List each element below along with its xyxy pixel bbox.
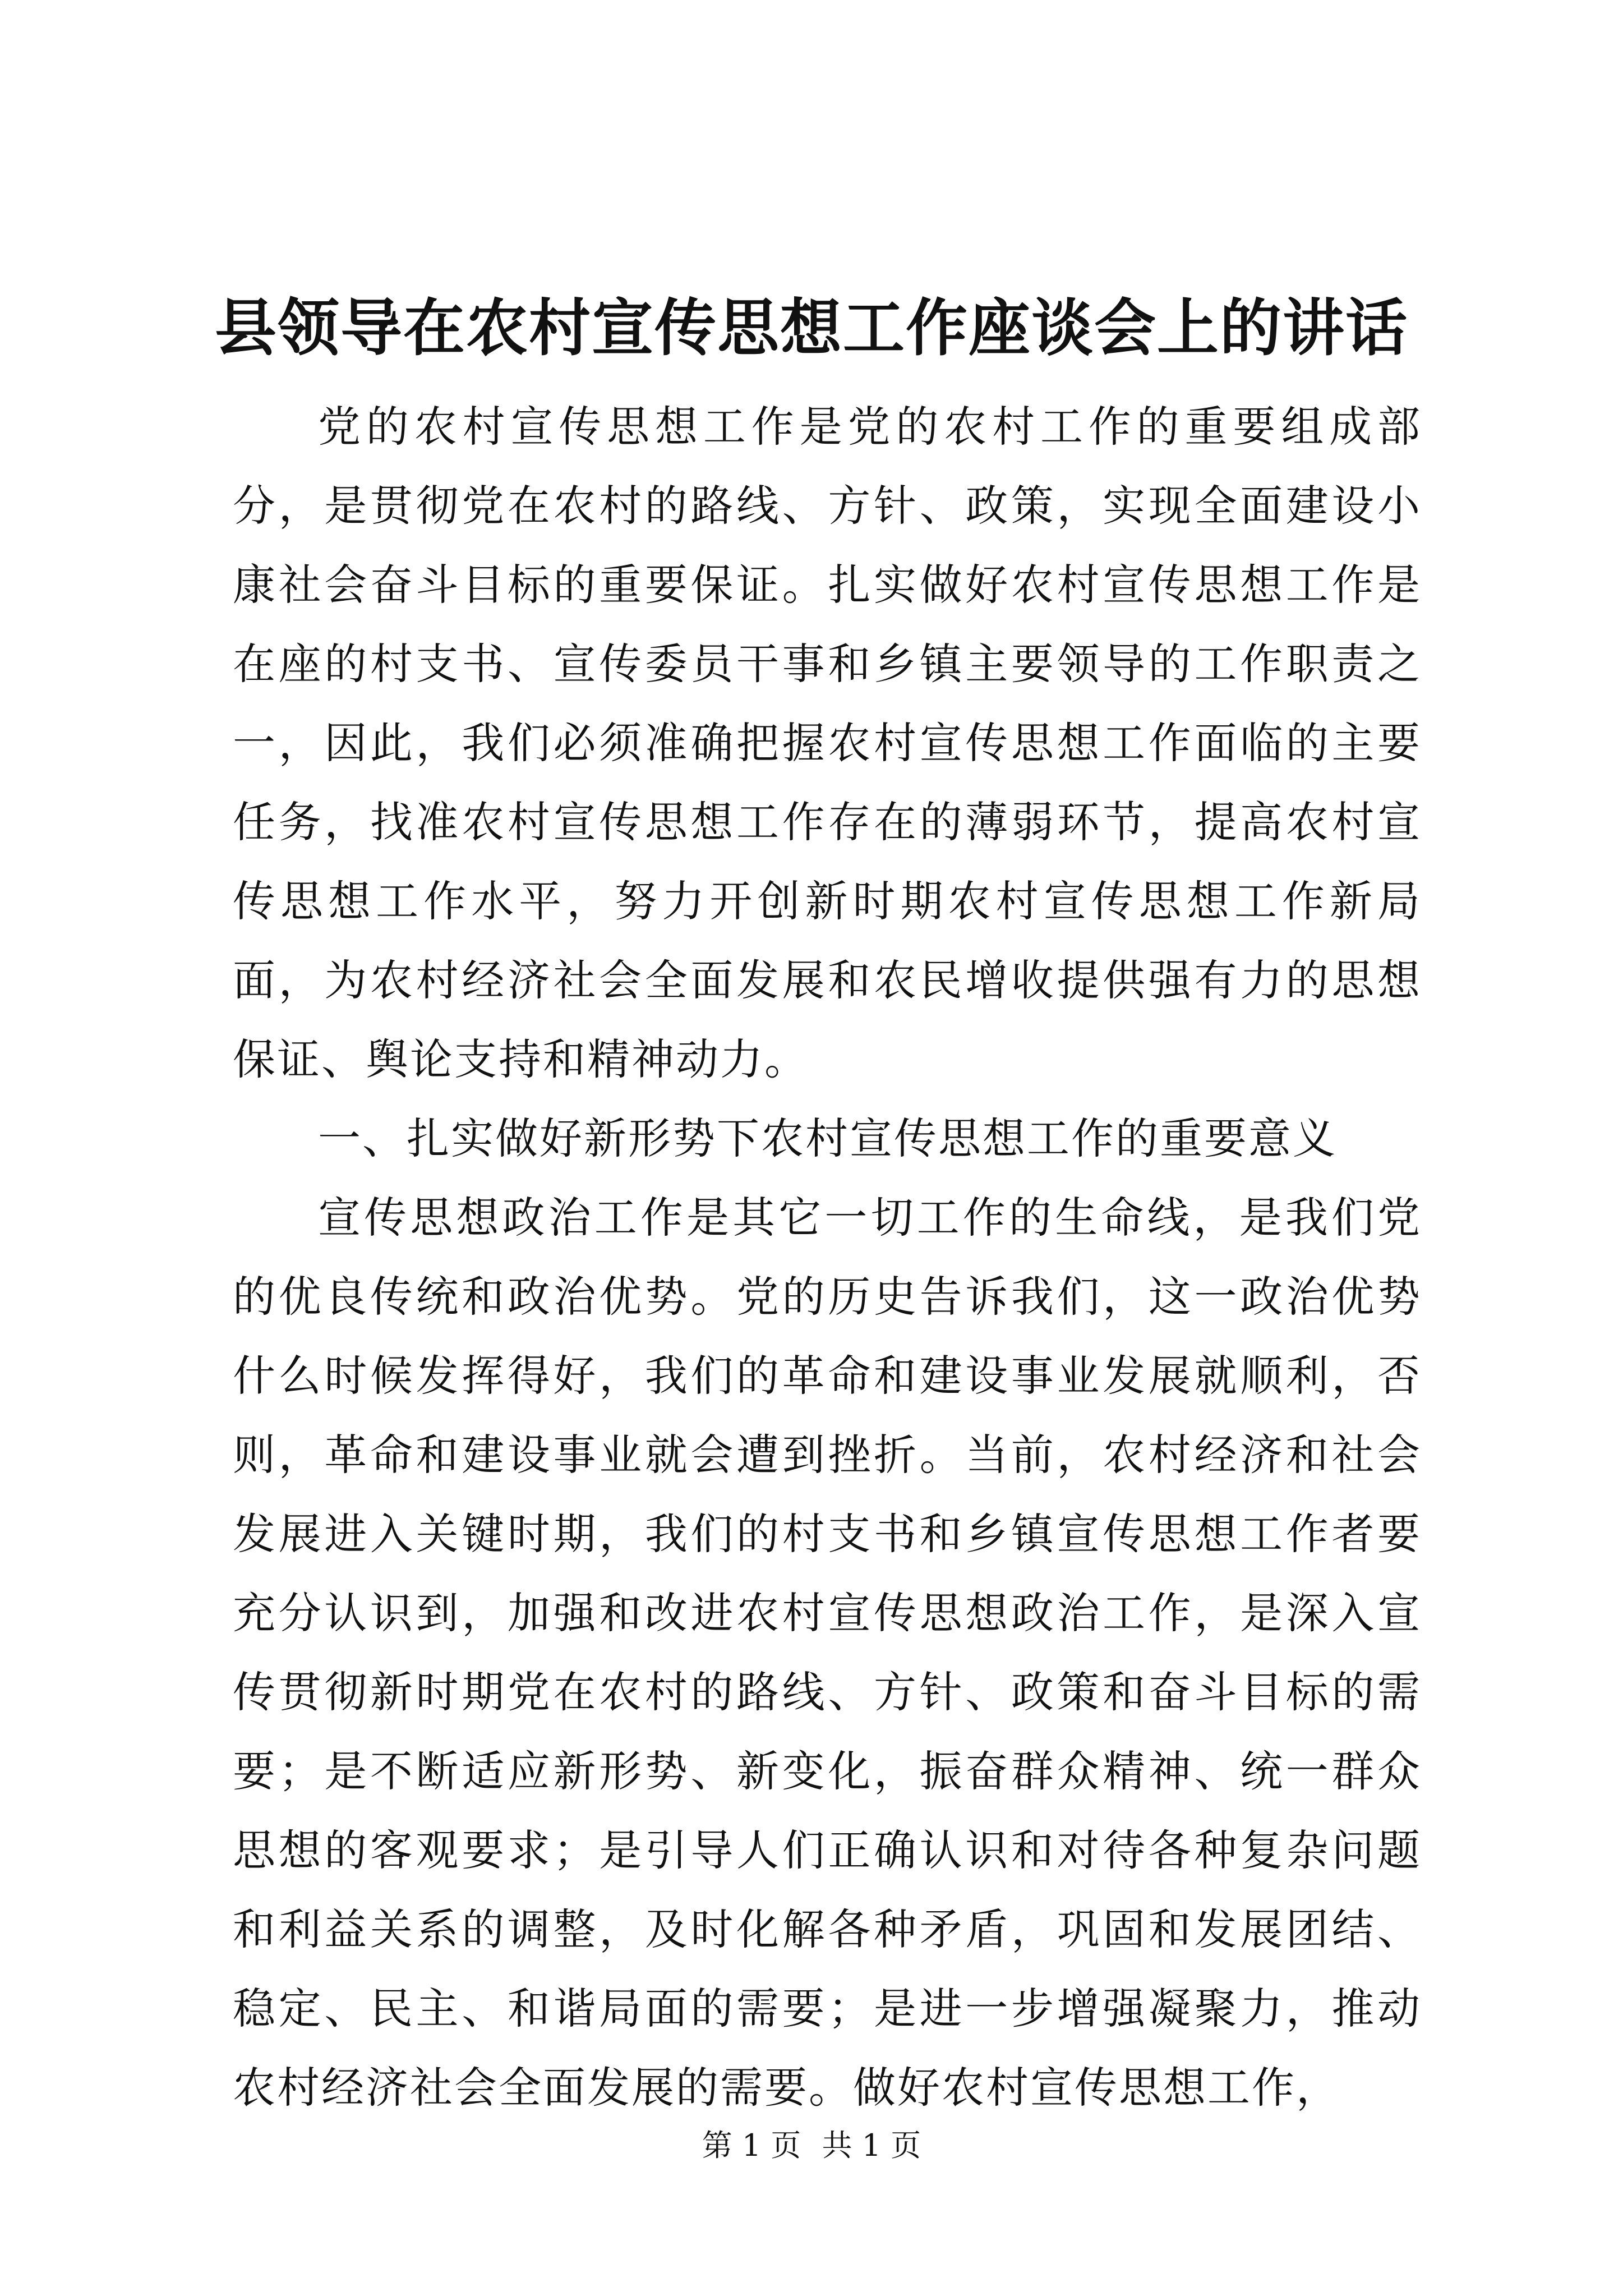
document-body: [233, 387, 1422, 2127]
page-number: 第 1 页: [702, 2128, 801, 2163]
document-title: 县领导在农村宣传思想工作座谈会上的讲话: [215, 292, 1408, 364]
paragraph-section-1: 宣传思想政治工作是其它一切工作的生命线，是我们党的优良传统和政治优势。党的历史告诉我们，这一政治优势什么时候发挥得好，我们的革命和建设事业发展就顺利，否则，革命和建设事业就会遭到挫折。当前，农村经济和社会发展进入关键时期，我们的村支书和乡镇宣传思想工作者要充分认识到，加强和改进农村宣传思想政治工作，是深入宣传贯彻新时期党在农村的路线、方针、政策和奋斗目标的需要；是不断适应新形势、新变化，振奋群众精神、统一群众思想的客观要求；是引导人们正确认识和对待各种复杂问题和利益关系的调整，及时化解各种矛盾，巩固和发展团结、稳定、民主、和谐局面的需要；是进一步增强凝聚力，推动农村经济社会全面发展的需要。做好农村宣传思想工作，: [233, 1193, 1422, 2113]
section-heading-1: 一、扎实做好新形势下农村宣传思想工作的重要意义: [318, 1114, 1337, 1163]
paragraph-intro: 党的农村宣传思想工作是党的农村工作的重要组成部分，是贯彻党在农村的路线、方针、政策，实现全面建设小康社会奋斗目标的重要保证。扎实做好农村宣传思想工作是在座的村支书、宣传委员干事和乡镇主要领导的工作职责之一，因此，我们必须准确把握农村宣传思想工作面临的主要任务，找准农村宣传思想工作存在的薄弱环节，提高农村宣传思想工作水平，努力开创新时期农村宣传思想工作新局面，为农村经济社会全面发展和农民增收提供强有力的思想保证、舆论支持和精神动力。: [233, 402, 1422, 1084]
page-footer: [0, 2126, 1623, 2165]
page-total: 共 1 页: [822, 2128, 921, 2163]
